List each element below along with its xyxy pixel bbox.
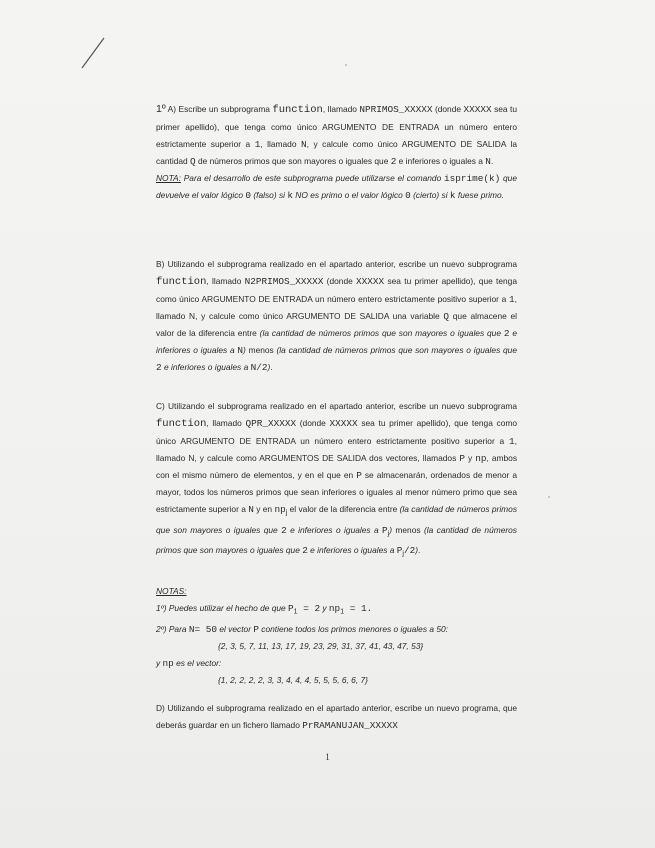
program-filename: PrRAMANUJAN_XXXXX	[302, 720, 398, 731]
note-label: NOTA:	[156, 173, 181, 183]
notes-heading: NOTAS:	[156, 586, 187, 596]
isprime-command: isprime(k)	[444, 173, 501, 184]
primes-list: {2, 3, 5, 7, 11, 13, 17, 19, 23, 29, 31, 37, 41, 43, 47, 53}	[218, 640, 424, 651]
scan-speck	[548, 496, 550, 498]
subprogram-name: NPRIMOS_XXXXX	[359, 104, 433, 115]
subprogram-name: N2PRIMOS_XXXXX	[244, 276, 324, 287]
page-number: 1	[325, 752, 330, 762]
np-list: {1, 2, 2, 2, 2, 3, 3, 4, 4, 4, 5, 5, 5, 6, 6, 7}	[218, 674, 368, 685]
note-1: 1º) Puedes utilizar el hecho de que $P_1 = 2$ y $np_1 = 1$.	[156, 603, 373, 616]
section-a-note: NOTA: Para el desarrollo de este subprograma puede utilizarse el comando isprime(k) que devuelve el valor lógico 0 (falso) si k NO es primo o el valor lógico 0 (cierto) si k fuese primo.	[156, 173, 517, 201]
section-b	[156, 256, 517, 376]
scan-speck	[345, 64, 347, 66]
section-d-statement: D) Utilizando el subprograma realizado en el apartado anterior, escribe un nuevo programa, que deberás guardar en un fichero llamado PrRAMANUJAN_XXXXX	[156, 703, 517, 731]
section-c	[156, 398, 517, 563]
subprogram-name: QPR_XXXXX	[245, 418, 297, 429]
section-d	[156, 700, 517, 734]
exercise-number: 1º	[156, 103, 166, 115]
notes-section	[156, 583, 517, 689]
note-2: 2º) Para N= 50 el vector P contiene todos los primos menores o iguales a 50:	[156, 623, 448, 635]
section-a	[156, 101, 517, 204]
section-a-statement: 1º A) Escribe un subprograma function, llamado NPRIMOS_XXXXX (donde XXXXX sea tu primer apellido), que tenga como único ARGUMENTO DE ENTRADA un número entero estrictamente superior a 1, llamado N, y calcule como único ARGUMENTO DE SALIDA la cantidad Q de números primos que son mayores o iguales que 2 e inferiores o iguales a N.	[156, 103, 517, 167]
pen-stroke-mark	[78, 36, 108, 70]
section-b-statement: B) Utilizando el subprograma realizado en el apartado anterior, escribe un nuevo subprograma function, llamado N2PRIMOS_XXXXX (donde XXXXX sea tu primer apellido), que tenga como único ARGUMENTO DE ENTRADA un número entero estrictamente positivo superior a 1, llamado N, y calcule como único ARGUMENTO DE SALIDA una variable Q que almacene el valor de la diferencia entre (la cantidad de números primos que son mayores o iguales que 2 e inferiores o iguales a N) menos (la cantidad de números primos que son mayores o iguales que 2 e inferiores o iguales a N/2).	[156, 259, 517, 373]
section-c-statement: C) Utilizando el subprograma realizado en el apartado anterior, escribe un nuevo subprograma function, llamado QPR_XXXXX (donde XXXXX sea tu primer apellido), que tenga como único ARGUMENTO DE ENTRADA un número entero estrictamente positivo superior a 1, llamado N, y calcule como ARGUMENTOS DE SALIDA dos vectores, llamados P y np, ambos con el mismo número de elementos, y en el que en P se almacenarán, ordenados de menor a mayor, todos los números primos que sean inferiores o iguales al menor número primo que sea estrictamente superior a N y en $np_j$ el valor de la diferencia entre (la cantidad de números primos que son mayores o iguales que 2 e inferiores o iguales a $P_j$) menos (la cantidad de números primos que son mayores o iguales que 2 e inferiores o iguales a $P_j/2$).	[156, 401, 518, 559]
np-intro: y np es el vector:	[156, 657, 222, 669]
